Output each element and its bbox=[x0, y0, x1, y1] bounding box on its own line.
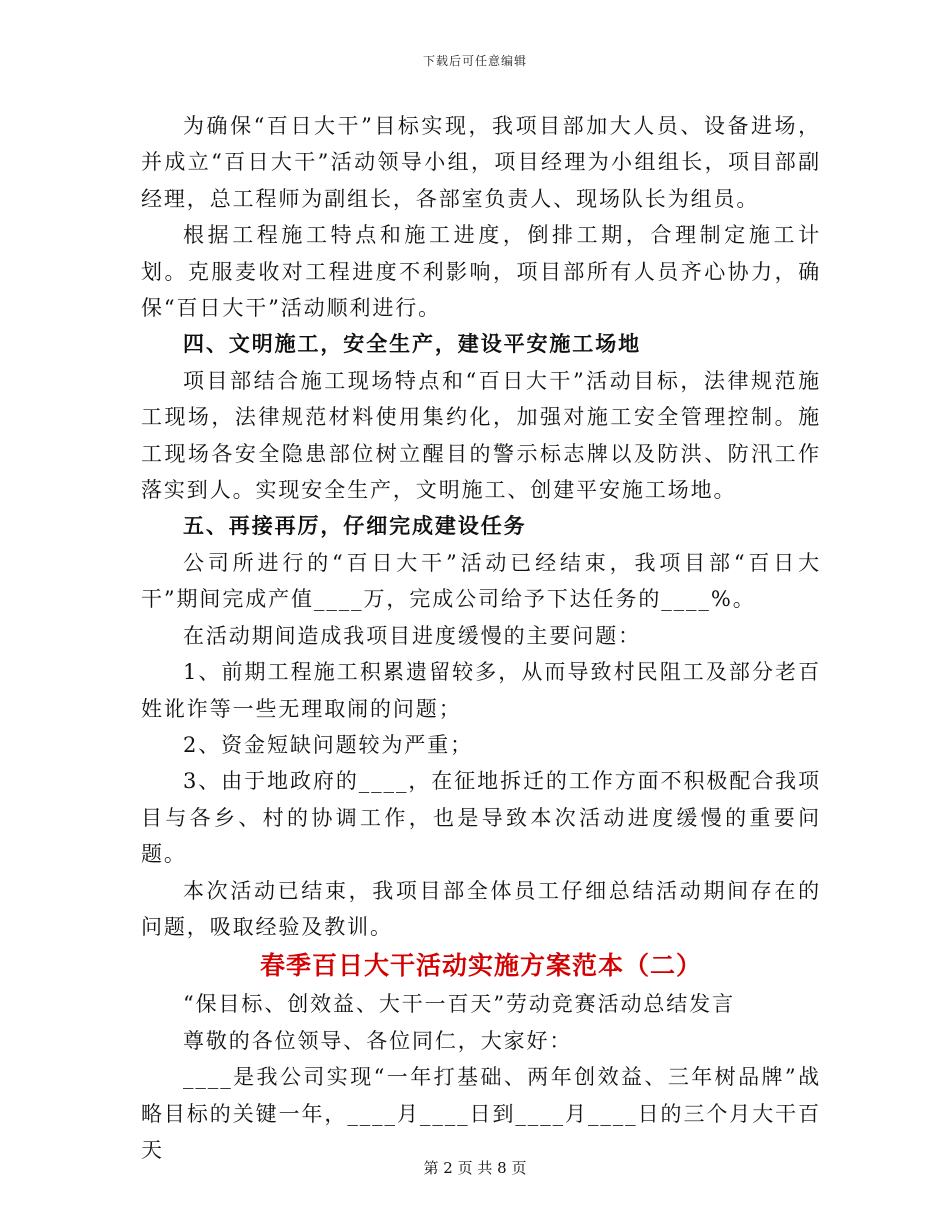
paragraph-output: 公司所进行的“百日大干”活动已经结束，我项目部“百日大干”期间完成产值____万，完成公司给予下达任务的____%。 bbox=[141, 550, 821, 612]
page-number: 第 2 页 共 8 页 bbox=[423, 1159, 527, 1177]
paragraph-speech-title: “保目标、创效益、大干一百天”劳动竞赛活动总结发言 bbox=[183, 992, 735, 1017]
paragraph-greeting: 尊敬的各位领导、各位同仁，大家好： bbox=[183, 1028, 573, 1053]
document-body bbox=[141, 108, 821, 1168]
paragraph-leadership-group: 为确保“百日大干”目标实现，我项目部加大人员、设备进场，并成立“百日大干”活动领导小组，项目经理为小组组长，项目部副经理，总工程师为副组长，各部室负责人、现场队长为组员。 bbox=[141, 114, 821, 211]
page-header: 下载后可任意编辑 bbox=[422, 54, 527, 68]
paragraph-problems-intro: 在活动期间造成我项目进度缓慢的主要问题： bbox=[183, 623, 641, 648]
paragraph-schedule: 根据工程施工特点和施工进度，倒排工期，合理制定施工计划。克服麦收对工程进度不利影响，项目部所有人员齐心协力，确保“百日大干”活动顺利进行。 bbox=[141, 223, 821, 321]
paragraph-conclusion: 本次活动已结束，我项目部全体员工仔细总结活动期间存在的问题，吸取经验及教训。 bbox=[141, 878, 821, 939]
paragraph-problem-3: 3、由于地政府的____，在征地拆迁的工作方面不积极配合我项目与各乡、村的协调工作，也是导致本次活动进度缓慢的重要问题。 bbox=[141, 769, 821, 867]
section-heading-tasks: 五、再接再厉，仔细完成建设任务 bbox=[183, 513, 527, 539]
paragraph-problem-2: 2、资金短缺问题较为严重； bbox=[183, 732, 474, 757]
document-title-2: 春季百日大干活动实施方案范本（二） bbox=[259, 951, 702, 981]
paragraph-intro-year: ____是我公司实现“一年打基础、两年创效益、三年树品牌”战略目标的关键一年，____月____日到____月____日的三个月大干百天 bbox=[141, 1065, 821, 1162]
paragraph-problem-1: 1、前期工程施工积累遗留较多，从而导致村民阻工及部分老百姓讹诈等一些无理取闹的问题； bbox=[141, 660, 821, 721]
section-heading-safety: 四、文明施工，安全生产，建设平安施工场地 bbox=[183, 331, 641, 357]
paragraph-safety: 项目部结合施工现场特点和“百日大干”活动目标，法律规范施工现场，法律规范材料使用集约化，加强对施工安全管理控制。施工现场各安全隐患部位树立醒目的警示标志牌以及防洪、防汛工作落实到人。实现安全生产，文明施工、创建平安施工场地。 bbox=[141, 368, 821, 503]
